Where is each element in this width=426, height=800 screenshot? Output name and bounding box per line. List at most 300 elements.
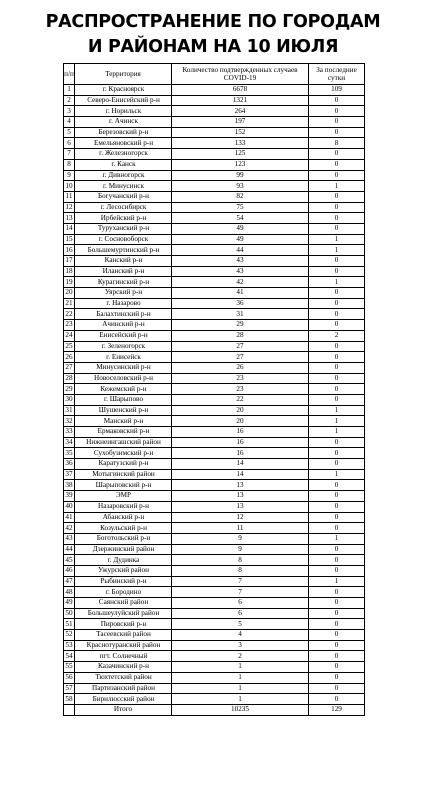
row-territory: Тюхтетский район: [75, 672, 172, 683]
row-last-day: 1: [309, 277, 365, 288]
row-num: 27: [65, 363, 73, 372]
row-last-day: 0: [309, 694, 365, 705]
row-num: 19: [65, 277, 73, 286]
row-last-day: 0: [309, 298, 365, 309]
table-row: [64, 213, 365, 224]
row-territory: Дзержинский район: [75, 544, 172, 555]
row-last-day: 0: [309, 127, 365, 138]
table-row: [64, 85, 365, 96]
table-row: [64, 533, 365, 544]
row-cases: 9: [172, 544, 309, 555]
row-cases: 49: [172, 223, 309, 234]
row-cases: 13: [172, 501, 309, 512]
row-territory: Березовский р-н: [75, 127, 172, 138]
row-last-day: 1: [309, 427, 365, 438]
row-territory: Пировский р-н: [75, 619, 172, 630]
table-row: [64, 106, 365, 117]
row-cases: 36: [172, 298, 309, 309]
table-row: [64, 117, 365, 128]
table-row: [64, 480, 365, 491]
total-row: [64, 704, 365, 715]
row-num: 28: [65, 373, 73, 382]
row-territory: Сухобузимский р-н: [75, 448, 172, 459]
row-last-day: 0: [309, 512, 365, 523]
table-row: [64, 191, 365, 202]
row-last-day: 0: [309, 149, 365, 160]
row-cases: 1: [172, 694, 309, 705]
row-territory: Козульский р-н: [75, 523, 172, 534]
row-territory: Партизанский район: [75, 683, 172, 694]
row-last-day: 0: [309, 523, 365, 534]
row-num: 54: [65, 651, 73, 660]
row-cases: 13: [172, 491, 309, 502]
row-last-day: 8: [309, 138, 365, 149]
row-num: 22: [65, 309, 73, 318]
row-last-day: 0: [309, 619, 365, 630]
row-last-day: 0: [309, 266, 365, 277]
row-territory: г. Бородино: [75, 587, 172, 598]
row-territory: Ачинский р-н: [75, 320, 172, 331]
row-last-day: 0: [309, 651, 365, 662]
row-territory: Рыбинский р-н: [75, 576, 172, 587]
row-num: 21: [65, 299, 73, 308]
row-cases: 9: [172, 533, 309, 544]
row-cases: 23: [172, 373, 309, 384]
table-row: [64, 491, 365, 502]
row-cases: 8: [172, 555, 309, 566]
row-num: 9: [64, 170, 75, 181]
row-cases: 16: [172, 448, 309, 459]
row-territory: Емельяновский р-н: [75, 138, 172, 149]
table-row: [64, 159, 365, 170]
table-row: [64, 437, 365, 448]
table-row: [64, 149, 365, 160]
row-num: 24: [65, 331, 73, 340]
row-territory: Енисейский р-н: [75, 330, 172, 341]
row-territory: Новоселовский р-н: [75, 373, 172, 384]
row-territory: Каратузский р-н: [75, 459, 172, 470]
row-cases: 29: [172, 320, 309, 331]
table-row: [64, 662, 365, 673]
row-last-day: 0: [309, 341, 365, 352]
row-num: 7: [64, 149, 75, 160]
table-row: [64, 362, 365, 373]
row-territory: Уярский р-н: [75, 288, 172, 299]
table-row: [64, 330, 365, 341]
row-territory: Балахтинский р-н: [75, 309, 172, 320]
row-last-day: 1: [309, 416, 365, 427]
table-row: [64, 202, 365, 213]
row-cases: 43: [172, 266, 309, 277]
table-row: [64, 234, 365, 245]
row-last-day: 1: [309, 533, 365, 544]
table-row: [64, 320, 365, 331]
row-num: 42: [65, 523, 73, 532]
table-row: [64, 352, 365, 363]
row-cases: 26: [172, 362, 309, 373]
row-last-day: 0: [309, 587, 365, 598]
row-cases: 23: [172, 384, 309, 395]
row-territory: Минусинский р-н: [75, 362, 172, 373]
row-last-day: 1: [309, 181, 365, 192]
row-last-day: 0: [309, 170, 365, 181]
row-num: 20: [65, 288, 73, 297]
row-territory: Нижнеингашский район: [75, 437, 172, 448]
row-cases: 28: [172, 330, 309, 341]
row-num: 29: [65, 384, 73, 393]
row-last-day: 0: [309, 555, 365, 566]
table-row: [64, 277, 365, 288]
row-last-day: 0: [309, 448, 365, 459]
row-cases: 93: [172, 181, 309, 192]
row-num: 10: [65, 181, 73, 190]
row-last-day: 0: [309, 608, 365, 619]
row-num: 38: [65, 480, 73, 489]
row-last-day: 0: [309, 459, 365, 470]
row-num: 58: [65, 694, 73, 703]
row-territory: г. Енисейск: [75, 352, 172, 363]
table-row: [64, 298, 365, 309]
row-num: 51: [65, 619, 73, 628]
total-label: Итого: [75, 704, 172, 715]
row-territory: г. Шарыпово: [75, 394, 172, 405]
row-cases: 6: [172, 608, 309, 619]
row-num: 2: [64, 95, 75, 106]
table-row: [64, 544, 365, 555]
row-territory: г. Дудинка: [75, 555, 172, 566]
table-row: [64, 309, 365, 320]
table-row: [64, 384, 365, 395]
row-cases: 3: [172, 640, 309, 651]
row-last-day: 0: [309, 491, 365, 502]
row-territory: Ирбейский р-н: [75, 213, 172, 224]
row-last-day: 1: [309, 245, 365, 256]
table-row: [64, 640, 365, 651]
row-last-day: 0: [309, 159, 365, 170]
row-num: 6: [64, 138, 75, 149]
table-row: [64, 608, 365, 619]
row-cases: 13: [172, 480, 309, 491]
row-num: 25: [65, 341, 73, 350]
row-last-day: 0: [309, 191, 365, 202]
row-territory: Иланский р-н: [75, 266, 172, 277]
table-row: [64, 683, 365, 694]
row-num: 53: [65, 641, 73, 650]
row-cases: 44: [172, 245, 309, 256]
row-last-day: 0: [309, 437, 365, 448]
row-cases: 4: [172, 630, 309, 641]
row-territory: Шушенский р-н: [75, 405, 172, 416]
row-territory: г. Зеленогорск: [75, 341, 172, 352]
row-cases: 16: [172, 437, 309, 448]
row-cases: 197: [172, 117, 309, 128]
row-cases: 41: [172, 288, 309, 299]
row-cases: 27: [172, 341, 309, 352]
row-cases: 8: [172, 565, 309, 576]
row-cases: 152: [172, 127, 309, 138]
header-territory: Территория: [75, 64, 172, 85]
row-territory: г. Сосновоборск: [75, 234, 172, 245]
row-cases: 12: [172, 512, 309, 523]
row-num: 33: [65, 427, 73, 436]
table-row: [64, 245, 365, 256]
row-territory: пгт. Солнечный: [75, 651, 172, 662]
row-cases: 125: [172, 149, 309, 160]
table-row: [64, 223, 365, 234]
total-last-day: 129: [309, 704, 365, 715]
row-num: 14: [65, 224, 73, 233]
row-cases: 22: [172, 394, 309, 405]
row-territory: г. Железногорск: [75, 149, 172, 160]
row-last-day: 0: [309, 565, 365, 576]
row-num: 49: [65, 598, 73, 607]
table-row: [64, 341, 365, 352]
row-last-day: 0: [309, 117, 365, 128]
table-row: [64, 565, 365, 576]
row-last-day: 0: [309, 630, 365, 641]
title-line-1: РАСПРОСТРАНЕНИЕ ПО ГОРОДАМ: [45, 12, 381, 32]
header-cases: Количество подтвержденных случаев COVID-19: [172, 64, 309, 85]
row-last-day: 0: [309, 309, 365, 320]
table-row: [64, 373, 365, 384]
table-row: [64, 619, 365, 630]
row-territory: Большеулуйский район: [75, 608, 172, 619]
table-row: [64, 181, 365, 192]
row-cases: 14: [172, 459, 309, 470]
row-cases: 1: [172, 662, 309, 673]
row-last-day: 0: [309, 662, 365, 673]
row-territory: Ермаковский р-н: [75, 427, 172, 438]
row-last-day: 0: [309, 544, 365, 555]
table-row: [64, 138, 365, 149]
table-row: [64, 630, 365, 641]
table-row: [64, 694, 365, 705]
row-territory: г. Лесосибирск: [75, 202, 172, 213]
row-num: 47: [65, 576, 73, 585]
row-num: 46: [65, 566, 73, 575]
table-row: [64, 672, 365, 683]
table-row: [64, 127, 365, 138]
table-row: [64, 405, 365, 416]
row-cases: 99: [172, 170, 309, 181]
row-cases: 264: [172, 106, 309, 117]
row-last-day: 0: [309, 95, 365, 106]
row-last-day: 0: [309, 202, 365, 213]
row-cases: 7: [172, 587, 309, 598]
row-territory: Курагинский р-н: [75, 277, 172, 288]
row-territory: Абанский р-н: [75, 512, 172, 523]
row-num: 56: [65, 673, 73, 682]
row-territory: г. Ачинск: [75, 117, 172, 128]
row-last-day: 0: [309, 598, 365, 609]
row-last-day: 109: [309, 85, 365, 96]
row-last-day: 0: [309, 106, 365, 117]
row-num: 52: [65, 630, 73, 639]
row-last-day: 0: [309, 394, 365, 405]
table-header-row: [64, 64, 365, 85]
row-last-day: 0: [309, 320, 365, 331]
row-num: 48: [65, 587, 73, 596]
row-num: 55: [65, 662, 73, 671]
row-num: 1: [64, 85, 75, 96]
row-num: 8: [64, 159, 75, 170]
row-territory: г. Дивногорск: [75, 170, 172, 181]
row-cases: 75: [172, 202, 309, 213]
row-territory: Тасеевский район: [75, 630, 172, 641]
row-num: 32: [65, 416, 73, 425]
row-cases: 20: [172, 416, 309, 427]
row-num: 37: [65, 470, 73, 479]
row-territory: Богучанский р-н: [75, 191, 172, 202]
row-territory: Большемуртинский р-н: [75, 245, 172, 256]
row-last-day: 1: [309, 576, 365, 587]
row-num: 43: [65, 534, 73, 543]
row-territory: Боготольский р-н: [75, 533, 172, 544]
row-num: 36: [65, 459, 73, 468]
row-num: 15: [65, 234, 73, 243]
row-cases: 54: [172, 213, 309, 224]
row-cases: 133: [172, 138, 309, 149]
row-num: 41: [65, 512, 73, 521]
row-last-day: 1: [309, 405, 365, 416]
page-title: [0, 10, 426, 60]
row-territory: г. Красноярск: [75, 85, 172, 96]
row-last-day: 0: [309, 362, 365, 373]
row-cases: 43: [172, 256, 309, 267]
row-last-day: 2: [309, 330, 365, 341]
row-cases: 1: [172, 683, 309, 694]
row-num: 17: [65, 256, 73, 265]
row-territory: Казачинский р-н: [75, 662, 172, 673]
row-last-day: 0: [309, 256, 365, 267]
row-cases: 82: [172, 191, 309, 202]
row-cases: 6: [172, 598, 309, 609]
row-num: 30: [65, 395, 73, 404]
row-cases: 27: [172, 352, 309, 363]
table-row: [64, 459, 365, 470]
row-last-day: 0: [309, 213, 365, 224]
row-territory: Манский р-н: [75, 416, 172, 427]
row-num: 39: [65, 491, 73, 500]
row-territory: Назаровский р-н: [75, 501, 172, 512]
row-last-day: 0: [309, 373, 365, 384]
row-last-day: 0: [309, 352, 365, 363]
row-num: 18: [65, 267, 73, 276]
row-num: 11: [64, 191, 75, 202]
row-territory: ЭМР: [75, 491, 172, 502]
row-territory: Туруханский р-н: [75, 223, 172, 234]
row-cases: 1321: [172, 95, 309, 106]
table-row: [64, 256, 365, 267]
row-cases: 16: [172, 427, 309, 438]
row-last-day: 0: [309, 640, 365, 651]
row-cases: 6678: [172, 85, 309, 96]
row-last-day: 0: [309, 223, 365, 234]
row-cases: 49: [172, 234, 309, 245]
table-row: [64, 416, 365, 427]
row-cases: 123: [172, 159, 309, 170]
row-num: 12: [65, 202, 73, 211]
table-row: [64, 501, 365, 512]
table-row: [64, 598, 365, 609]
row-last-day: 1: [309, 469, 365, 480]
row-num: 57: [65, 683, 73, 692]
row-num: 4: [64, 117, 75, 128]
row-cases: 2: [172, 651, 309, 662]
table-row: [64, 469, 365, 480]
row-territory: Канский р-н: [75, 256, 172, 267]
row-territory: Мотыгинский район: [75, 469, 172, 480]
table-row: [64, 555, 365, 566]
row-territory: Шарыповский р-н: [75, 480, 172, 491]
table-row: [64, 512, 365, 523]
row-last-day: 0: [309, 384, 365, 395]
row-cases: 20: [172, 405, 309, 416]
row-last-day: 0: [309, 288, 365, 299]
row-cases: 5: [172, 619, 309, 630]
header-last-day: За последние сутки: [309, 64, 365, 85]
cases-table: [63, 63, 365, 716]
row-cases: 7: [172, 576, 309, 587]
table-row: [64, 95, 365, 106]
row-territory: г. Норильск: [75, 106, 172, 117]
row-num: 45: [65, 555, 73, 564]
table-row: [64, 394, 365, 405]
row-num: 34: [65, 438, 73, 447]
row-num: 13: [65, 213, 73, 222]
row-num: 26: [65, 352, 73, 361]
row-num: 31: [65, 405, 73, 414]
table-row: [64, 288, 365, 299]
row-cases: 1: [172, 672, 309, 683]
row-territory: Ужурский район: [75, 565, 172, 576]
row-territory: Краснотуранский район: [75, 640, 172, 651]
table-row: [64, 266, 365, 277]
row-num: 23: [65, 320, 73, 329]
row-last-day: 0: [309, 480, 365, 491]
row-territory: Кежемский р-н: [75, 384, 172, 395]
row-last-day: 0: [309, 683, 365, 694]
row-num: 40: [65, 502, 73, 511]
row-num: 44: [65, 544, 73, 553]
row-num: 3: [64, 106, 75, 117]
table-row: [64, 576, 365, 587]
row-cases: 11: [172, 523, 309, 534]
row-last-day: 0: [309, 501, 365, 512]
title-line-2: И РАЙОНАМ НА 10 ИЮЛЯ: [87, 37, 339, 57]
table-row: [64, 587, 365, 598]
row-num: 50: [65, 609, 73, 618]
total-cases: 10235: [172, 704, 309, 715]
table-row: [64, 651, 365, 662]
row-territory: г. Минусинск: [75, 181, 172, 192]
row-num: 35: [65, 448, 73, 457]
table-row: [64, 523, 365, 534]
row-territory: г. Канск: [75, 159, 172, 170]
row-num: 16: [65, 245, 73, 254]
header-num: п/п: [64, 64, 75, 85]
total-num: [64, 704, 75, 715]
row-cases: 14: [172, 469, 309, 480]
table-body: [64, 85, 365, 705]
row-cases: 42: [172, 277, 309, 288]
row-territory: Северо-Енисейский р-н: [75, 95, 172, 106]
row-territory: Саянский район: [75, 598, 172, 609]
row-territory: г. Назарово: [75, 298, 172, 309]
row-num: 5: [64, 127, 75, 138]
table-row: [64, 427, 365, 438]
row-cases: 31: [172, 309, 309, 320]
